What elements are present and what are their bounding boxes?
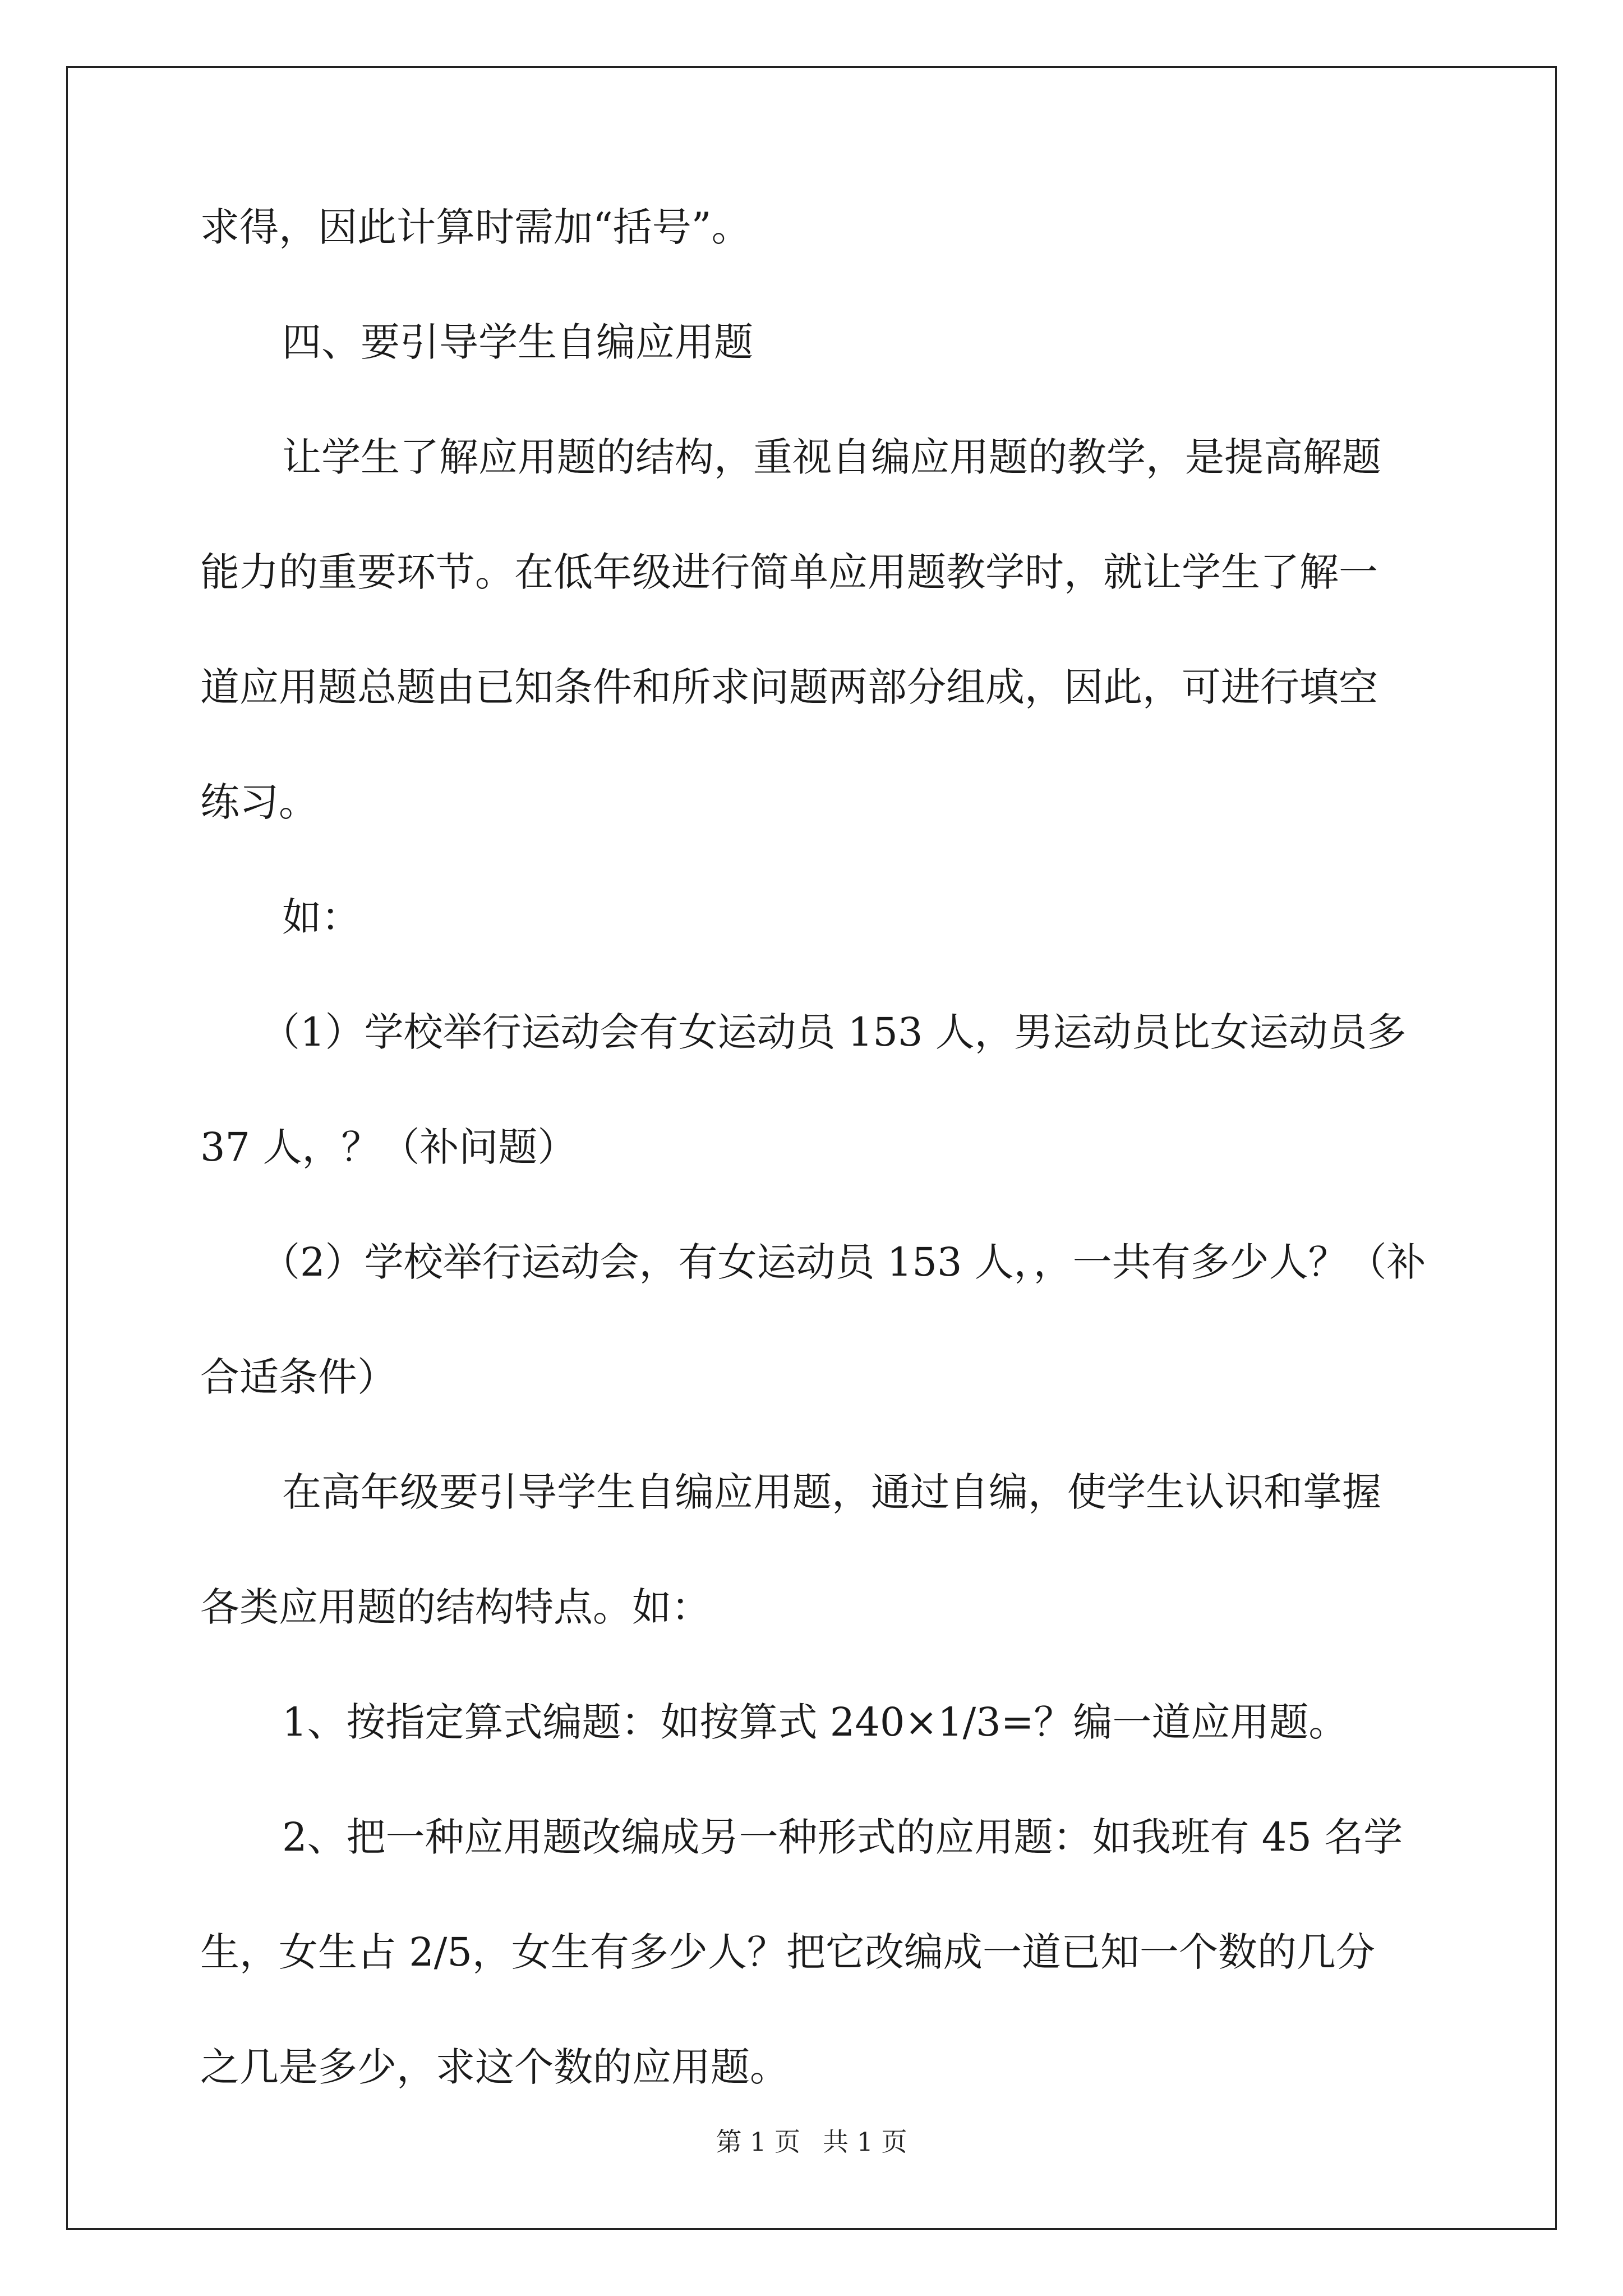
text-line: 在高年级要引导学生自编应用题，通过自编，使学生认识和掌握 (282, 1469, 1381, 1515)
text-line: 生，女生占 2/5，女生有多少人？把它改编成一道已知一个数的几分 (200, 1929, 1375, 1975)
text-line: 合适条件） (200, 1354, 396, 1400)
text-line: （2）学校举行运动会，有女运动员 153 人，，一共有多少人？（补 (261, 1239, 1426, 1285)
page-total: 共 1 页 (823, 2127, 907, 2157)
text-line: （1）学校举行运动会有女运动员 153 人，男运动员比女运动员多 (261, 1009, 1407, 1055)
text-line: 1、按指定算式编题：如按算式 240×1/3=？编一道应用题。 (282, 1699, 1348, 1745)
text-line: 练习。 (200, 779, 318, 825)
page-footer (0, 2125, 1623, 2159)
text-line: 37 人，？（补问题） (200, 1124, 577, 1170)
text-line: 让学生了解应用题的结构，重视自编应用题的教学，是提高解题 (282, 434, 1381, 480)
text-line: 各类应用题的结构特点。如： (200, 1584, 711, 1630)
document-body (200, 199, 1434, 2154)
text-line: 如： (282, 894, 361, 940)
section-heading: 四、要引导学生自编应用题 (282, 319, 753, 365)
text-line: 能力的重要环节。在低年级进行简单应用题教学时，就让学生了解一 (200, 549, 1378, 595)
text-line: 求得，因此计算时需加“括号”。 (200, 204, 751, 250)
text-line: 2、把一种应用题改编成另一种形式的应用题：如我班有 45 名学 (282, 1814, 1403, 1860)
text-line: 之几是多少，求这个数的应用题。 (200, 2044, 789, 2090)
text-line: 道应用题总题由已知条件和所求问题两部分组成，因此，可进行填空 (200, 664, 1378, 710)
page-number: 第 1 页 (716, 2127, 800, 2157)
